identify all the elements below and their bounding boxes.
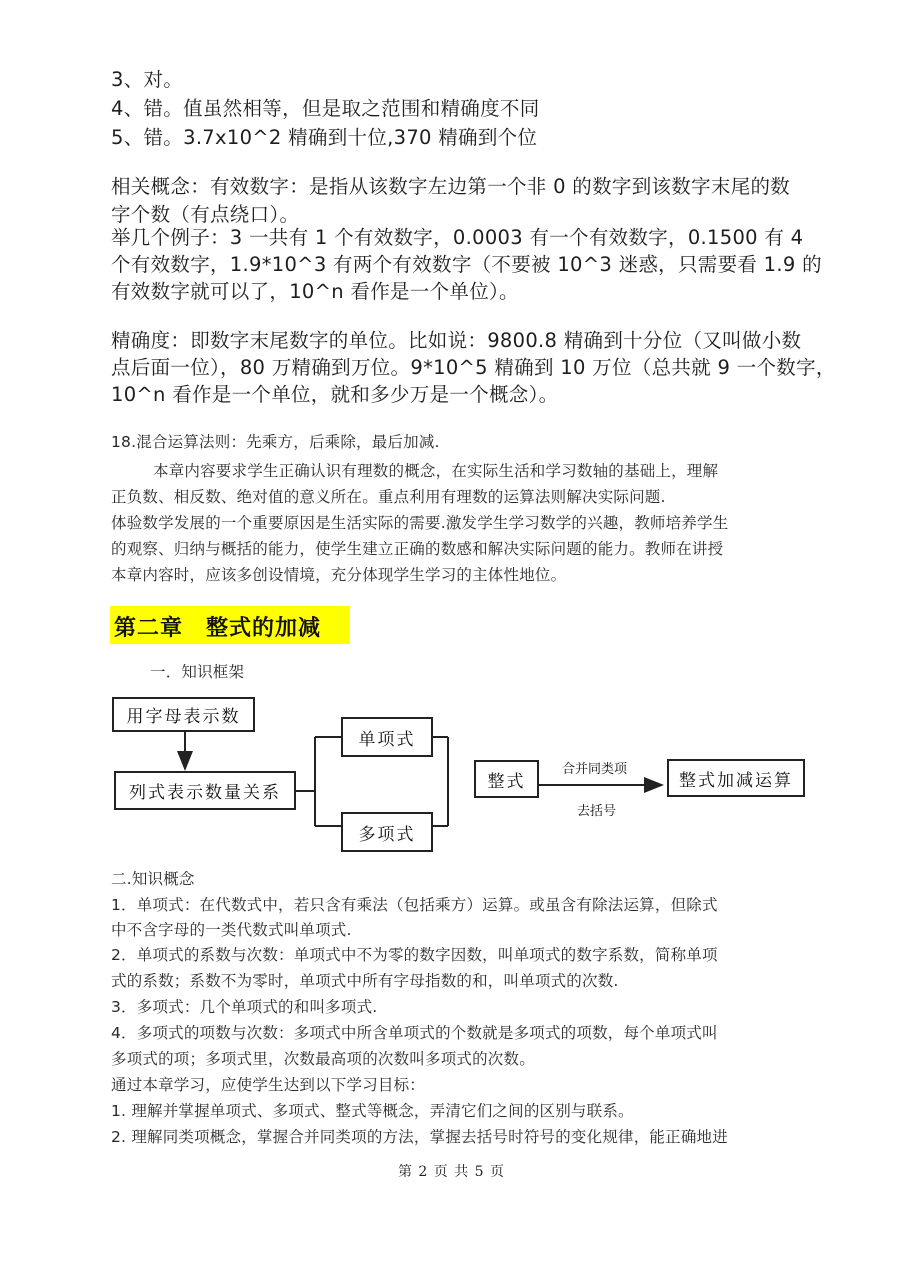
- summary-line-5: 本章内容时，应该多创设情境，充分体现学生学习的主体性地位。: [111, 566, 567, 584]
- precision-line-2: 点后面一位），80 万精确到万位。9*10^5 精确到 10 万位（总共就 9 一个数字，: [111, 356, 836, 379]
- knowledge-line-6: 4．多项式的项数与次数：多项式中所含单项式的个数就是多项式的项数，每个单项式叫: [111, 1024, 718, 1042]
- knowledge-line-8: 通过本章学习，应使学生达到以下学习目标：: [111, 1076, 426, 1094]
- box-add-subtract-operation: [667, 759, 805, 797]
- box-relation-label: 列式表示数量关系: [129, 783, 281, 803]
- box-quantity-relation: [114, 771, 296, 810]
- answer-3: 3、对。: [111, 68, 184, 91]
- knowledge-line-1: 1．单项式：在代数式中，若只含有乘法（包括乘方）运算。或虽含有除法运算，但除式: [111, 896, 718, 914]
- concept-line-4: 个有效数字，1.9*10^3 有两个有效数字（不要被 10^3 迷惑，只需要看 1.9 的: [111, 253, 822, 276]
- rule-18: 18.混合运算法则：先乘方，后乘除，最后加减.: [111, 433, 440, 451]
- page-footer: 第 2 页 共 5 页: [397, 1164, 506, 1180]
- goal-line-1: 1. 理解并掌握单项式、多项式、整式等概念，弄清它们之间的区别与联系。: [111, 1102, 634, 1120]
- knowledge-line-5: 3．多项式：几个单项式的和叫多项式.: [111, 998, 378, 1016]
- summary-line-1: 本章内容要求学生正确认识有理数的概念，在实际生活和学习数轴的基础上，理解: [153, 462, 719, 480]
- concept-line-1: 相关概念：有效数字：是指从该数字左边第一个非 0 的数字到该数字末尾的数: [111, 175, 791, 198]
- knowledge-line-2: 中不含字母的一类代数式叫单项式.: [111, 921, 352, 939]
- chapter-title: 第二章 整式的加减: [114, 616, 322, 641]
- box-letters-represent-numbers: [112, 697, 255, 732]
- goal-line-2: 2. 理解同类项概念，掌握合并同类项的方法，掌握去括号时符号的变化规律，能正确地进: [111, 1128, 728, 1146]
- concept-line-2: 字个数（有点绕口）。: [111, 203, 300, 226]
- box-integral-expression: [474, 760, 539, 798]
- box-polynomial: [341, 812, 433, 852]
- arrow-label-combine-like-terms: 合并同类项: [562, 762, 628, 777]
- summary-line-2: 正负数、相反数、绝对值的意义所在。重点利用有理数的运算法则解决实际问题.: [111, 488, 666, 506]
- answer-4: 4、错。值虽然相等，但是取之范围和精确度不同: [111, 97, 540, 120]
- box-letters-label: 用字母表示数: [126, 707, 241, 727]
- arrow-label-remove-brackets: 去括号: [577, 804, 617, 819]
- precision-line-3: 10^n 看作是一个单位，就和多少万是一个概念）。: [111, 383, 559, 406]
- summary-line-3: 体验数学发展的一个重要原因是生活实际的需要.激发学生学习数学的兴趣，教师培养学生: [111, 514, 729, 532]
- knowledge-line-4: 式的系数；系数不为零时，单项式中所有字母指数的和，叫单项式的次数.: [111, 972, 619, 990]
- box-integral-label: 整式: [487, 771, 526, 792]
- box-monomial: [341, 717, 433, 757]
- precision-line-1: 精确度：即数字末尾数字的单位。比如说：9800.8 精确到十分位（又叫做小数: [111, 329, 802, 352]
- box-monomial-label: 单项式: [358, 729, 416, 750]
- summary-line-4: 的观察、归纳与概括的能力，使学生建立正确的数感和解决实际问题的能力。教师在讲授: [111, 540, 724, 558]
- knowledge-line-7: 多项式的项；多项式里，次数最高项的次数叫多项式的次数。: [111, 1050, 535, 1068]
- knowledge-line-3: 2．单项式的系数与次数：单项式中不为零的数字因数，叫单项式的数字系数，简称单项: [111, 946, 718, 964]
- box-polynomial-label: 多项式: [358, 824, 416, 845]
- box-result-label: 整式加减运算: [679, 770, 793, 791]
- concept-line-3: 举几个例子：3 一共有 1 个有效数字，0.0003 有一个有效数字，0.1500 有 4: [111, 226, 804, 249]
- framework-heading: 一．知识框架: [150, 663, 245, 681]
- knowledge-heading: 二.知识概念: [111, 870, 195, 888]
- concept-line-5: 有效数字就可以了，10^n 看作是一个单位）。: [111, 280, 519, 303]
- answer-5: 5、错。3.7x10^2 精确到十位,370 精确到个位: [111, 126, 538, 149]
